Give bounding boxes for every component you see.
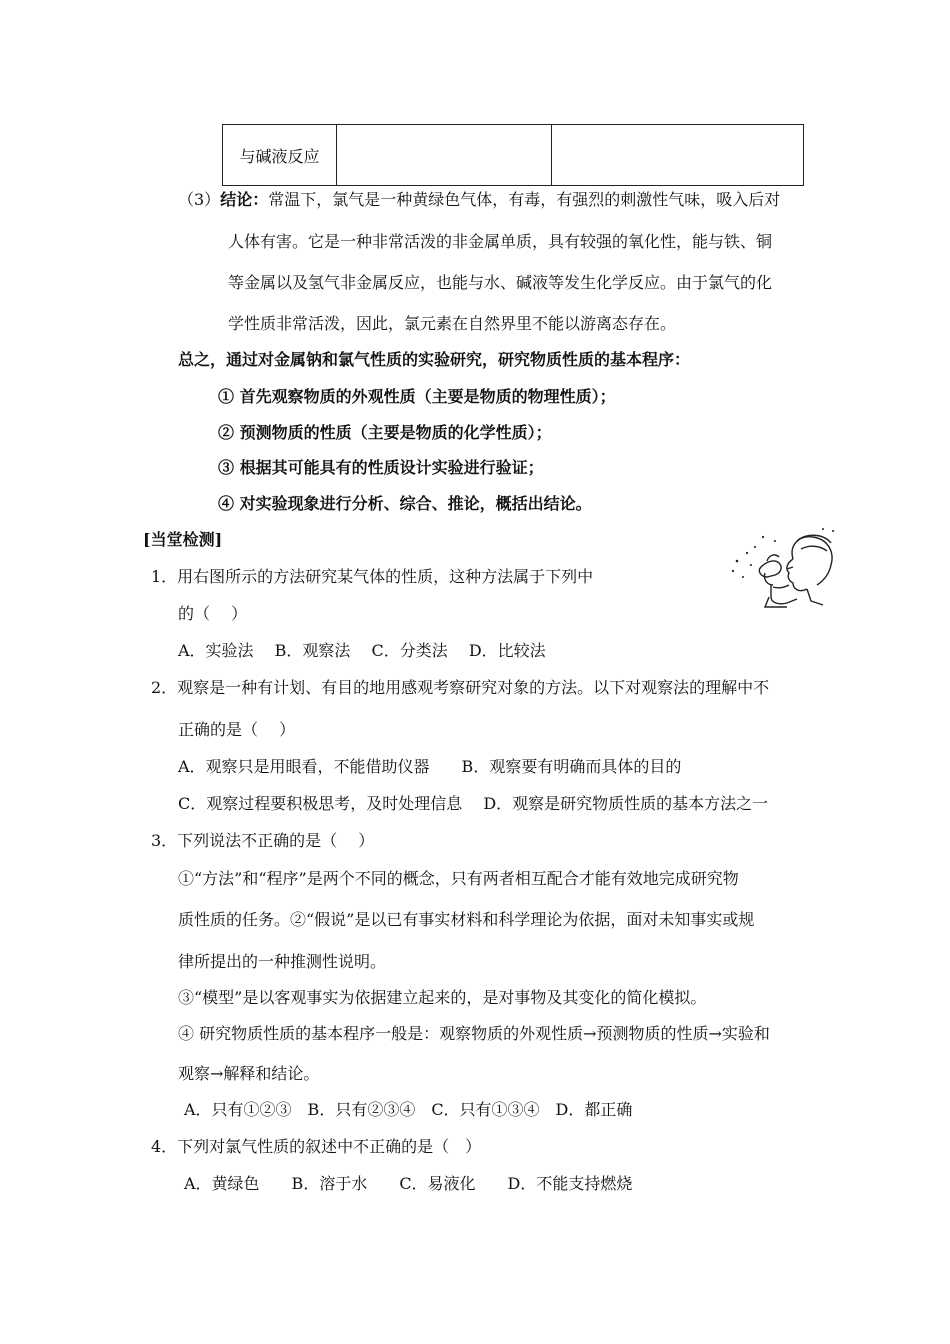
question-3-statement: ③“模型”是以客观事实为依据建立起来的，是对事物及其变化的简化模拟。 bbox=[178, 988, 707, 1007]
question-3-options: A．只有①②③ B．只有②③④ C．只有①③④ D．都正确 bbox=[184, 1100, 633, 1119]
summary-step: ④ 对实验现象进行分析、综合、推论，概括出结论。 bbox=[218, 494, 592, 513]
question-4-stem: 4．下列对氯气性质的叙述中不正确的是（ ） bbox=[151, 1137, 482, 1156]
summary-intro: 总之，通过对金属钠和氯气性质的实验研究，研究物质性质的基本程序： bbox=[178, 350, 691, 369]
conclusion-first-line bbox=[178, 190, 780, 210]
conclusion-marker: （3） bbox=[178, 190, 221, 209]
conclusion-text: 常温下，氯气是一种黄绿色气体，有毒，有强烈的刺激性气味，吸入后对 bbox=[268, 190, 781, 209]
summary-step: ③ 根据其可能具有的性质设计实验进行验证； bbox=[218, 458, 544, 477]
question-2-stem-cont: 正确的是（ ） bbox=[178, 720, 296, 739]
question-2-options-row: C．观察过程要积极思考，及时处理信息 D．观察是研究物质性质的基本方法之一 bbox=[178, 794, 769, 813]
table-cell-label: 与碱液反应 bbox=[223, 125, 337, 186]
question-2-options-row: A．观察只是用眼看，不能借助仪器 B．观察要有明确而具体的目的 bbox=[178, 757, 682, 776]
question-2-stem: 2．观察是一种有计划、有目的地用感观考察研究对象的方法。以下对观察法的理解中不 bbox=[151, 678, 770, 697]
person-smelling-gas-icon bbox=[727, 527, 839, 613]
question-3-statement: 质性质的任务。②“假说”是以已有事实材料和科学理论为依据，面对未知事实或规 bbox=[178, 910, 755, 929]
summary-step: ② 预测物质的性质（主要是物质的化学性质）； bbox=[218, 423, 552, 442]
conclusion-line: 等金属以及氢气非金属反应，也能与水、碱液等发生化学反应。由于氯气的化 bbox=[228, 273, 773, 292]
question-4-options: A．黄绿色 B．溶于水 C．易液化 D．不能支持燃烧 bbox=[184, 1174, 633, 1193]
section-title: [当堂检测] bbox=[143, 530, 223, 549]
question-1-stem-cont: 的（ ） bbox=[178, 604, 248, 623]
summary-step: ① 首先观察物质的外观性质（主要是物质的物理性质）； bbox=[218, 387, 616, 406]
question-3-statement: 律所提出的一种推测性说明。 bbox=[178, 952, 387, 971]
question-3-statement: ①“方法”和“程序”是两个不同的概念，只有两者相互配合才能有效地完成研究物 bbox=[178, 869, 739, 888]
conclusion-line: 学性质非常活泼，因此，氯元素在自然界里不能以游离态存在。 bbox=[228, 314, 677, 333]
table-cell bbox=[552, 125, 804, 186]
question-1-stem: 1．用右图所示的方法研究某气体的性质，这种方法属于下列中 bbox=[151, 567, 594, 586]
table-row bbox=[223, 125, 804, 186]
reaction-table bbox=[222, 124, 804, 186]
question-3-statement: ④ 研究物质性质的基本程序一般是：观察物质的外观性质→预测物质的性质→实验和 bbox=[178, 1024, 770, 1043]
table-cell bbox=[337, 125, 552, 186]
question-3-statement: 观察→解释和结论。 bbox=[178, 1064, 320, 1083]
conclusion-label: 结论： bbox=[220, 190, 269, 209]
question-1-options: A．实验法 B．观察法 C．分类法 D．比较法 bbox=[178, 641, 546, 660]
conclusion-line: 人体有害。它是一种非常活泼的非金属单质，具有较强的氧化性，能与铁、铜 bbox=[228, 232, 773, 251]
question-3-stem: 3．下列说法不正确的是（ ） bbox=[151, 831, 375, 850]
